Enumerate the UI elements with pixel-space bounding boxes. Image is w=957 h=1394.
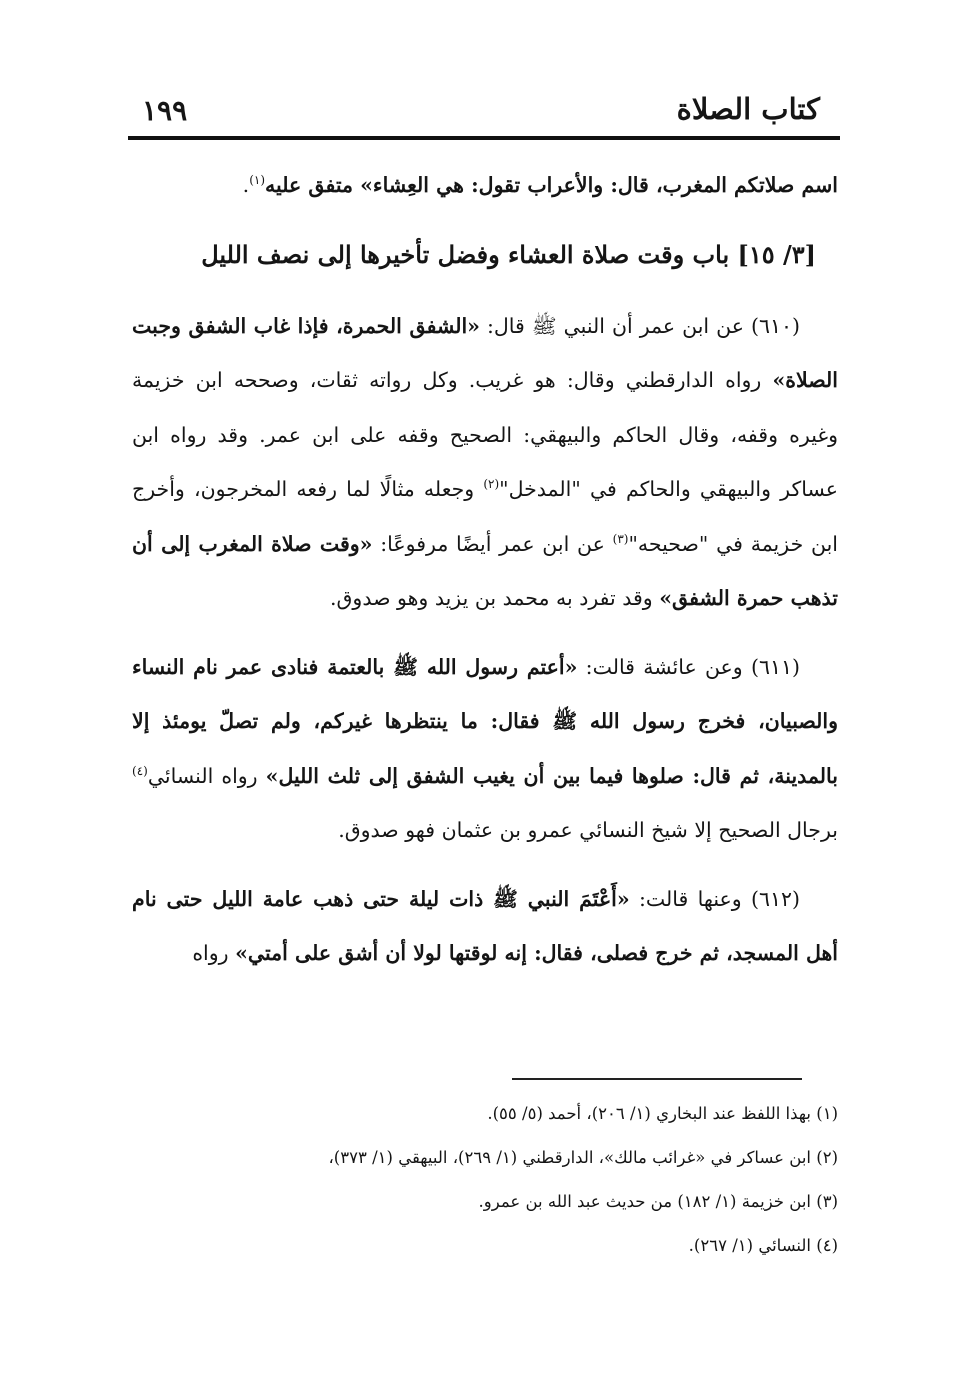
hadith-610 bbox=[132, 299, 838, 626]
hadith-611-text-b: برجال الصحيح إلا شيخ النسائي عمرو بن عثمان فهو صدوق. bbox=[338, 818, 838, 842]
book-title: كتاب الصلاة bbox=[676, 92, 820, 126]
continuation-text: اسم صلاتكم المغرب، قال: والأعراب تقول: هي العِشاء» متفق عليه bbox=[265, 173, 838, 197]
hadith-611-intro: وعن عائشة قالت: bbox=[585, 654, 743, 679]
hadith-610-quote-2: «وقت صلاة المغرب إلى أن تذهب حمرة الشفق» bbox=[132, 531, 838, 610]
page-number: ١٩٩ bbox=[142, 94, 188, 127]
footnote-1: (١) بهذا اللفظ عند البخاري (١/ ٢٠٦)، أحمد (٥/ ٥٥). bbox=[487, 1104, 838, 1123]
footnote-ref-1: (١) bbox=[249, 173, 266, 188]
main-text bbox=[132, 158, 838, 981]
hadith-612 bbox=[132, 872, 838, 981]
footnote-ref-2: (٢) bbox=[483, 477, 500, 492]
hadith-610-text-b: وجعله مثالًا لما رفعه المخرجون، وأخرج ابن خزيمة في "صحيحه" bbox=[132, 477, 838, 556]
hadith-612-quote: «أَعْتَمَ النبي ﷺ ذات ليلة حتى ذهب عامة الليل حتى نام أهل المسجد، ثم خرج فصلى، فقال: إنه لوقتها لولا أن أشق على أمتي» bbox=[132, 886, 838, 965]
chapter-heading: [٣/ ١٥] باب وقت صلاة العشاء وفضل تأخيرها إلى نصف الليل bbox=[201, 239, 816, 269]
continuation-paragraph bbox=[132, 158, 838, 213]
hadith-611-number: (٦١١) bbox=[750, 654, 800, 679]
hadith-610-text-d: وقد تفرد به محمد بن يزيد وهو صدوق. bbox=[330, 586, 653, 610]
footnote-2: (٢) ابن عساكر في «غرائب مالك»، الدارقطني (١/ ٢٦٩)، البيهقي (١/ ٣٧٣)، bbox=[328, 1148, 838, 1167]
running-header bbox=[128, 90, 840, 130]
footnotes bbox=[260, 1092, 838, 1268]
footnote-ref-4: (٤) bbox=[132, 763, 148, 778]
hadith-612-text-a: رواه bbox=[192, 941, 229, 965]
footnote-separator bbox=[512, 1078, 802, 1080]
hadith-610-text-c: عن ابن عمر أيضًا مرفوعًا: bbox=[380, 531, 605, 556]
hadith-610-intro: عن ابن عمر أن النبي ﷺ قال: bbox=[486, 313, 744, 338]
continuation-end: . bbox=[242, 173, 250, 197]
hadith-610-text-a: رواه الدارقطني وقال: هو غريب. وكل رواته ثقات، وصححه ابن خزيمة وغيره وقفه، وقال الحاكم والبيهقي: الصحيح وقفه على ابن عمر. وقد رواه ابن عساكر والبيهقي والحاكم في "المدخل" bbox=[132, 368, 838, 501]
header-rule bbox=[128, 136, 840, 140]
footnote-3: (٣) ابن خزيمة (١/ ١٨٢) من حديث عبد الله بن عمرو. bbox=[478, 1192, 838, 1211]
hadith-612-intro: وعنها قالت: bbox=[639, 886, 742, 911]
hadith-611 bbox=[132, 640, 838, 858]
hadith-612-number: (٦١٢) bbox=[750, 886, 800, 911]
hadith-611-text-a: رواه النسائي bbox=[147, 763, 258, 788]
hadith-610-quote: «الشفق الحمرة، فإذا غاب الشفق وجبت الصلاة» bbox=[132, 313, 838, 392]
footnote-4: (٤) النسائي (١/ ٢٦٧). bbox=[688, 1236, 838, 1255]
footnote-ref-3: (٣) bbox=[612, 531, 629, 546]
hadith-610-number: (٦١٠) bbox=[750, 313, 800, 338]
hadith-611-quote: «أعتم رسول الله ﷺ بالعتمة فنادى عمر نام النساء والصبيان، فخرج رسول الله ﷺ فقال: ما ينتظرها غيركم، ولم تصلّ يومئذ إلا بالمدينة، ثم قال: صلوها فيما بين أن يغيب الشفق إلى ثلث الليل» bbox=[132, 654, 838, 788]
